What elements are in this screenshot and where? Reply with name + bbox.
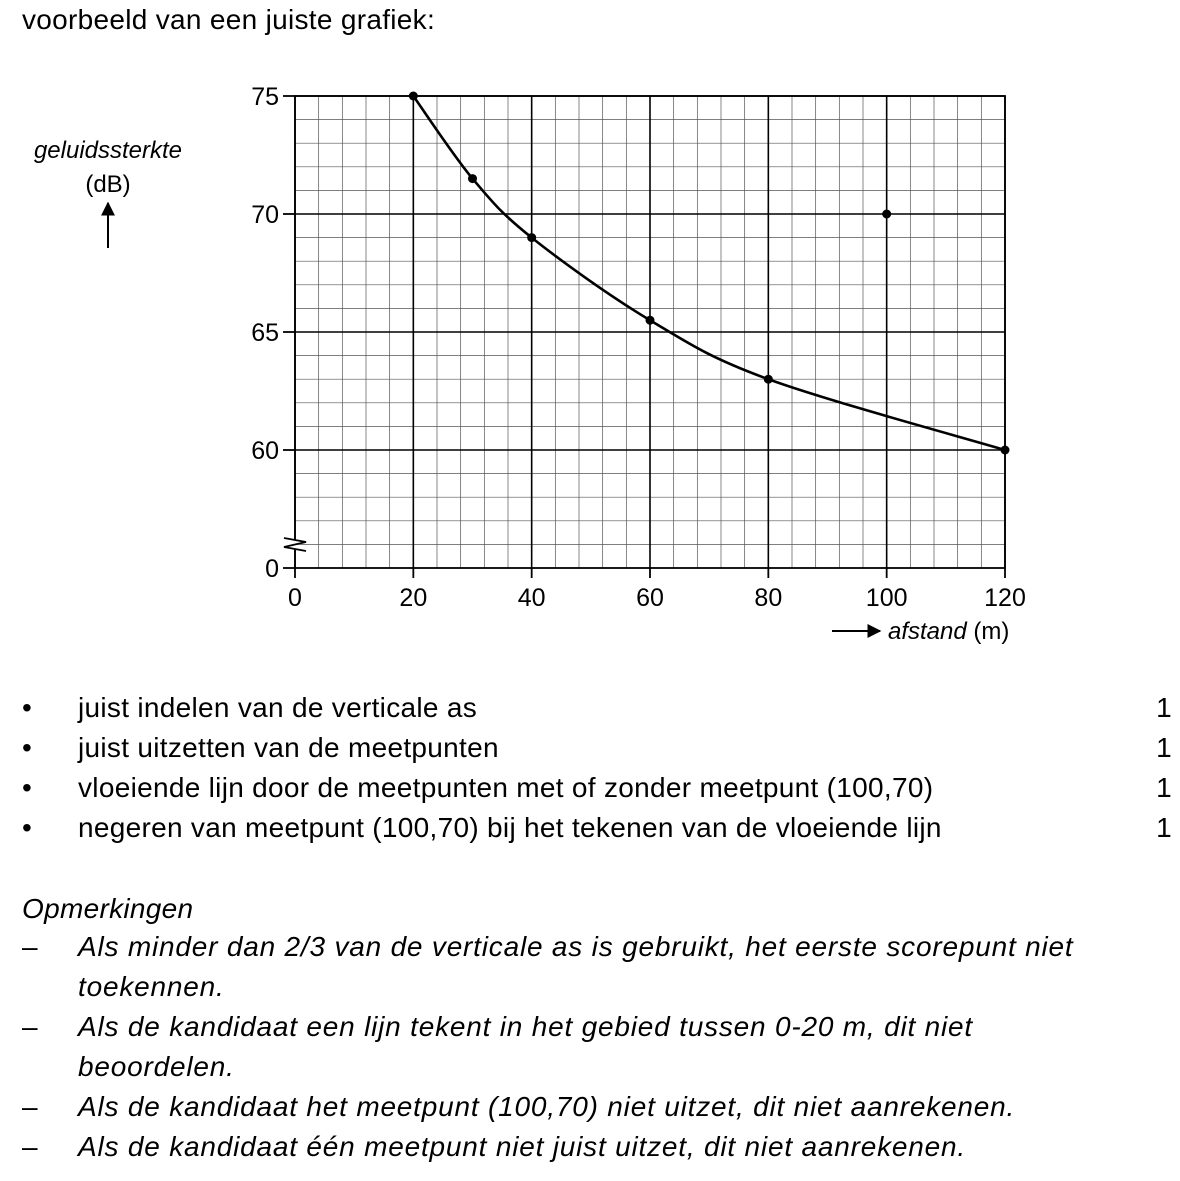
criterion-row: [22, 692, 1172, 732]
criterion-text: juist uitzetten van de meetpunten: [78, 732, 499, 763]
criterion-score: 1: [1156, 772, 1172, 803]
criterion-row: [22, 812, 1172, 852]
criterion-score: 1: [1156, 812, 1172, 843]
data-point: [468, 174, 477, 183]
y-tick-label: 75: [251, 83, 279, 111]
remark-item: [22, 1007, 1172, 1087]
criterion-score: 1: [1156, 732, 1172, 763]
remark-text: Als de kandidaat een lijn tekent in het gebied tussen 0-20 m, dit niet beoordelen.: [78, 1011, 973, 1082]
dash-icon: –: [22, 1131, 39, 1162]
x-tick-label: 20: [399, 584, 428, 612]
remark-text: Als de kandidaat het meetpunt (100,70) niet uitzet, dit niet aanrekenen.: [78, 1091, 1016, 1122]
outlier-point: [882, 210, 891, 219]
remark-item: [22, 927, 1172, 1007]
remark-text: Als de kandidaat één meetpunt niet juist uitzet, dit niet aanrekenen.: [78, 1131, 966, 1162]
criteria-list: [22, 692, 1172, 852]
remark-item: [22, 1087, 1172, 1127]
x-axis-label: afstand: [888, 618, 967, 645]
criterion-text: negeren van meetpunt (100,70) bij het tekenen van de vloeiende lijn: [78, 812, 942, 843]
dash-icon: –: [22, 931, 39, 962]
y-tick-label: 65: [251, 319, 279, 347]
points-layer: [409, 92, 1010, 455]
bullet-icon: •: [22, 812, 33, 843]
criterion-row: [22, 772, 1172, 812]
data-point: [1001, 446, 1010, 455]
data-point: [764, 375, 773, 384]
criterion-text: juist indelen van de verticale as: [78, 692, 478, 723]
remarks-section: [22, 893, 1172, 1167]
remark-text: Als minder dan 2/3 van de verticale as is gebruikt, het eerste scorepunt niet toekennen.: [78, 931, 1074, 1002]
y-tick-label: 70: [251, 201, 279, 229]
data-curve: [413, 96, 1005, 450]
y-axis-label: geluidssterkte: [33, 137, 183, 164]
y-tick-label: 60: [251, 437, 279, 465]
x-tick-label: 40: [517, 584, 546, 612]
data-point: [527, 233, 536, 242]
y-axis-unit: (dB): [85, 171, 131, 198]
ticks: [251, 83, 1026, 612]
criterion-score: 1: [1156, 692, 1172, 723]
criterion-text: vloeiende lijn door de meetpunten met of zonder meetpunt (100,70): [78, 772, 934, 803]
y-tick-label: 0: [265, 555, 279, 583]
x-tick-label: 120: [984, 584, 1026, 612]
dash-icon: –: [22, 1091, 39, 1122]
data-point: [646, 316, 655, 325]
x-tick-label: 100: [865, 584, 908, 612]
x-tick-label: 80: [754, 584, 783, 612]
criterion-row: [22, 732, 1172, 772]
remark-item: [22, 1127, 1172, 1167]
x-axis-unit: (m): [973, 618, 1010, 645]
svg-text:afstand (m): [888, 618, 1009, 645]
dash-icon: –: [22, 1011, 39, 1042]
remarks-title: Opmerkingen: [22, 893, 194, 924]
curve-layer: [413, 96, 1005, 450]
remarks-list: [22, 927, 1172, 1167]
bullet-icon: •: [22, 732, 33, 763]
intro-text: voorbeeld van een juiste grafiek:: [22, 4, 436, 35]
data-point: [409, 92, 418, 101]
bullet-icon: •: [22, 692, 33, 723]
x-tick-label: 60: [636, 584, 664, 612]
x-tick-label: 0: [288, 584, 302, 612]
bullet-icon: •: [22, 772, 33, 803]
